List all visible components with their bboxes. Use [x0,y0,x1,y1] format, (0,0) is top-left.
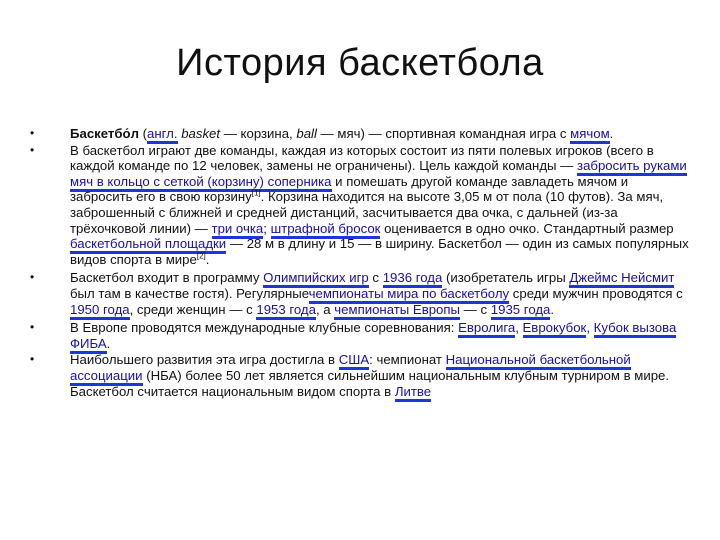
link-1950[interactable]: 1950 года [70,302,130,320]
link-1935[interactable]: 1935 года [491,302,551,320]
link-ball[interactable]: мячом [570,126,609,144]
list-item [30,320,690,351]
bullet-icon: • [30,270,35,285]
link-euroleague[interactable]: Евролига [458,320,515,338]
text-italic: ball [296,126,317,141]
text: , а [315,301,335,317]
link-engl[interactable]: англ. [147,126,178,144]
text: В Европе проводятся международные клубные соревнования: [70,320,459,336]
text: , [515,320,523,336]
bullet-icon: • [30,352,35,367]
text: В баскетбол играют две команды, каждая из которых состоит из пяти полевых игроков (всего в каждой команде по 12 человек, замены не ограничены). Цель каждой команды — [70,142,654,174]
text: (изобретатель игры [442,270,570,286]
bullet-icon: • [30,142,35,157]
text: : чемпионат [369,352,446,368]
link-three-points[interactable]: три очка [212,221,264,239]
link-nba[interactable]: Национальной баскетбольной ассоциации [70,352,631,386]
text: среди мужчин проводятся с [509,285,683,301]
text: — корзина, [220,126,297,141]
text: Наибольшего развития эта игра достигла в [70,352,339,368]
bullet-icon: • [30,126,35,140]
text: . [205,251,210,267]
link-1953[interactable]: 1953 года [256,302,316,320]
term-word: Баскетбо́л [70,126,139,141]
text: (НБА) более 50 лет является сильнейшим национальным клубным турниром в мире. Баскетбол считается национальным видом спорта в [70,367,670,399]
link-eurobasket[interactable]: чемпионаты Европы [334,302,460,320]
text: ( [138,126,148,141]
link-usa[interactable]: США [339,352,369,370]
text: — мяч) — спортивная командная игра с [316,126,571,141]
text: оценивается в одно очко. Стандартный размер [380,220,674,236]
link-1936[interactable]: 1936 года [383,270,443,288]
bullet-icon: • [30,320,35,335]
list-item [30,143,690,268]
text-italic: basket [181,126,221,141]
list-item [30,126,690,142]
list-item [30,270,690,317]
text: Баскетбол входит в программу [70,270,264,286]
text: ; [263,220,271,236]
text: . Корзина находится на высоте 3,05 м от пола (10 футов). За мяч, заброшенный с ближней и средней дистанций, засчитывается два очка, с дальней (из-за трёхочковой линии) — [70,189,664,236]
text: — 28 м в длину и 15 — в ширину. Баскетбол — один из самых популярных видов спорта в мире [70,236,689,267]
link-lithuania[interactable]: Литве [395,384,431,402]
text: был там в качестве гостя). Регулярные [70,285,309,301]
link-eurocup[interactable]: Еврокубок [523,320,587,338]
bullet-list [30,126,690,399]
link-free-throw[interactable]: штрафной бросок [271,221,381,239]
link-court[interactable]: баскетбольной площадки [70,236,226,254]
link-world-championships[interactable]: чемпионаты мира по баскетболу [309,286,509,304]
text: . [609,126,614,141]
link-naismith[interactable]: Джеймс Нейсмит [569,270,674,288]
text: , среди женщин — с [129,301,257,317]
link-goal[interactable]: забросить руками мяч в кольцо с сеткой (корзину) соперника [70,158,687,192]
link-olympics[interactable]: Олимпийских игр [263,270,369,288]
text: — с [460,301,491,317]
text: с [368,270,383,286]
link-fiba-challenge[interactable]: Кубок вызова ФИБА [70,320,676,354]
text: . [106,335,111,351]
reference[interactable]: [2] [196,251,206,261]
reference[interactable]: [1] [251,188,261,198]
slide-title: История баскетбола [176,42,544,84]
list-item [30,352,690,399]
text: . [550,301,555,317]
text: и помешать другой команде завладеть мячом и забросить его в свою корзину [70,173,629,205]
text: , [586,320,594,336]
